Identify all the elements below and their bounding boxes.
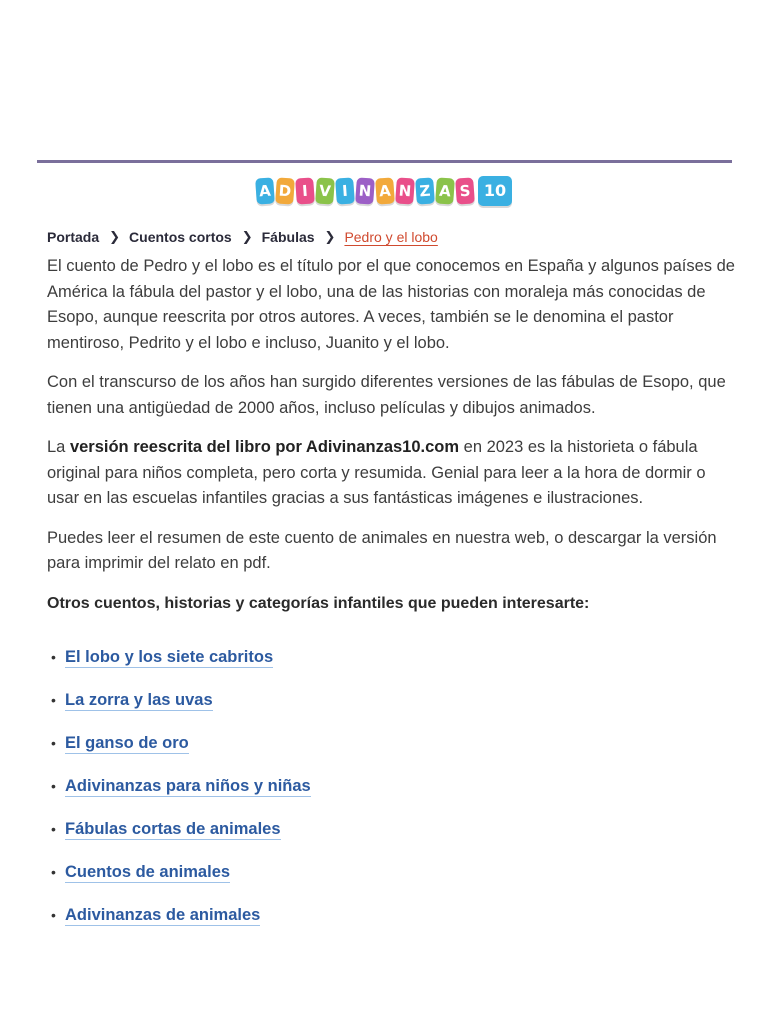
breadcrumb-home[interactable]: Portada bbox=[47, 229, 100, 245]
bullet: • bbox=[51, 820, 56, 837]
logo-letter-tile: I bbox=[335, 177, 355, 204]
versions-paragraph: Con el transcurso de los años han surgido diferentes versiones de las fábulas de Esopo, que tienen una antigüedad de 2000 años, incluso películas y dibujos animados. bbox=[47, 373, 726, 417]
related-link-cuentos-animales[interactable]: Cuentos de animales bbox=[65, 862, 231, 881]
list-item bbox=[51, 859, 737, 902]
related-link-adivinanzas-animales[interactable]: Adivinanzas de animales bbox=[65, 905, 261, 924]
chevron-right-icon: ❯ bbox=[324, 229, 336, 244]
logo-letter-tile: I bbox=[295, 177, 315, 204]
list-item bbox=[51, 773, 737, 816]
rewritten-version-paragraph bbox=[47, 435, 737, 512]
logo-letter-tile: A bbox=[375, 177, 395, 204]
logo-letter-tile: Z bbox=[415, 177, 435, 204]
highlight-text: versión reescrita del libro por Adivinanzas10.com bbox=[69, 438, 460, 456]
summary-paragraph: Puedes leer el resumen de este cuento de animales en nuestra web, o descargar la versión para imprimir del relato en pdf. bbox=[47, 528, 717, 572]
logo-letter-tile: A bbox=[255, 177, 275, 204]
logo-letter-tile: N bbox=[355, 177, 375, 204]
paragraph-text: en 2023 es la historieta o fábula original para niños completa, pero corta y resumida. Genial para leer a la hora de dormir o usar en las escuelas infantiles gracias a sus fantásticas imágenes e ilustraciones. bbox=[47, 438, 706, 507]
related-link-lobo-siete-cabritos[interactable]: El lobo y los siete cabritos bbox=[65, 647, 274, 666]
logo-number-tile: 10 bbox=[478, 176, 512, 206]
chevron-right-icon: ❯ bbox=[109, 229, 121, 244]
site-header bbox=[0, 171, 768, 211]
list-item bbox=[51, 687, 737, 730]
related-link-adivinanzas-ninos[interactable]: Adivinanzas para niños y niñas bbox=[65, 776, 311, 795]
chevron-right-icon: ❯ bbox=[241, 229, 253, 244]
logo-letter-tile: V bbox=[315, 177, 335, 204]
bullet: • bbox=[51, 863, 56, 880]
list-item bbox=[51, 730, 737, 773]
logo-letter-tile: D bbox=[275, 177, 295, 204]
logo-letter-tile: N bbox=[395, 177, 415, 204]
bullet: • bbox=[51, 734, 56, 751]
related-link-zorra-uvas[interactable]: La zorra y las uvas bbox=[65, 690, 213, 709]
list-item bbox=[51, 644, 737, 687]
related-link-ganso-oro[interactable]: El ganso de oro bbox=[65, 733, 189, 752]
bullet: • bbox=[51, 648, 56, 665]
paragraph-text: La bbox=[47, 438, 70, 456]
list-item bbox=[51, 902, 737, 945]
bullet: • bbox=[51, 906, 56, 923]
site-logo[interactable] bbox=[256, 171, 512, 211]
intro-paragraph: El cuento de Pedro y el lobo es el título por el que conocemos en España y algunos países de América la fábula del pastor y el lobo, una de las historias con moraleja más conocidas de Esopo, aunque reescrita por otros autores. A veces, también se le denomina el pastor mentiroso, Pedrito y el lobo e incluso, Juanito y el lobo. bbox=[47, 257, 735, 352]
breadcrumb-fabulas[interactable]: Fábulas bbox=[261, 229, 315, 245]
top-blank-area bbox=[0, 0, 768, 160]
article-content bbox=[47, 224, 737, 945]
related-links-list bbox=[47, 644, 737, 945]
related-link-fabulas-animales[interactable]: Fábulas cortas de animales bbox=[65, 819, 281, 838]
logo-letter-tile: S bbox=[455, 177, 475, 204]
breadcrumb bbox=[47, 224, 737, 250]
bullet: • bbox=[51, 691, 56, 708]
bullet: • bbox=[51, 777, 56, 794]
breadcrumb-cuentos-cortos[interactable]: Cuentos cortos bbox=[129, 229, 232, 245]
related-heading: Otros cuentos, historias y categorías infantiles que pueden interesarte: bbox=[47, 594, 590, 612]
header-divider bbox=[37, 160, 732, 163]
list-item bbox=[51, 816, 737, 859]
breadcrumb-current[interactable]: Pedro y el lobo bbox=[344, 229, 438, 245]
logo-letter-tile: A bbox=[435, 177, 455, 204]
